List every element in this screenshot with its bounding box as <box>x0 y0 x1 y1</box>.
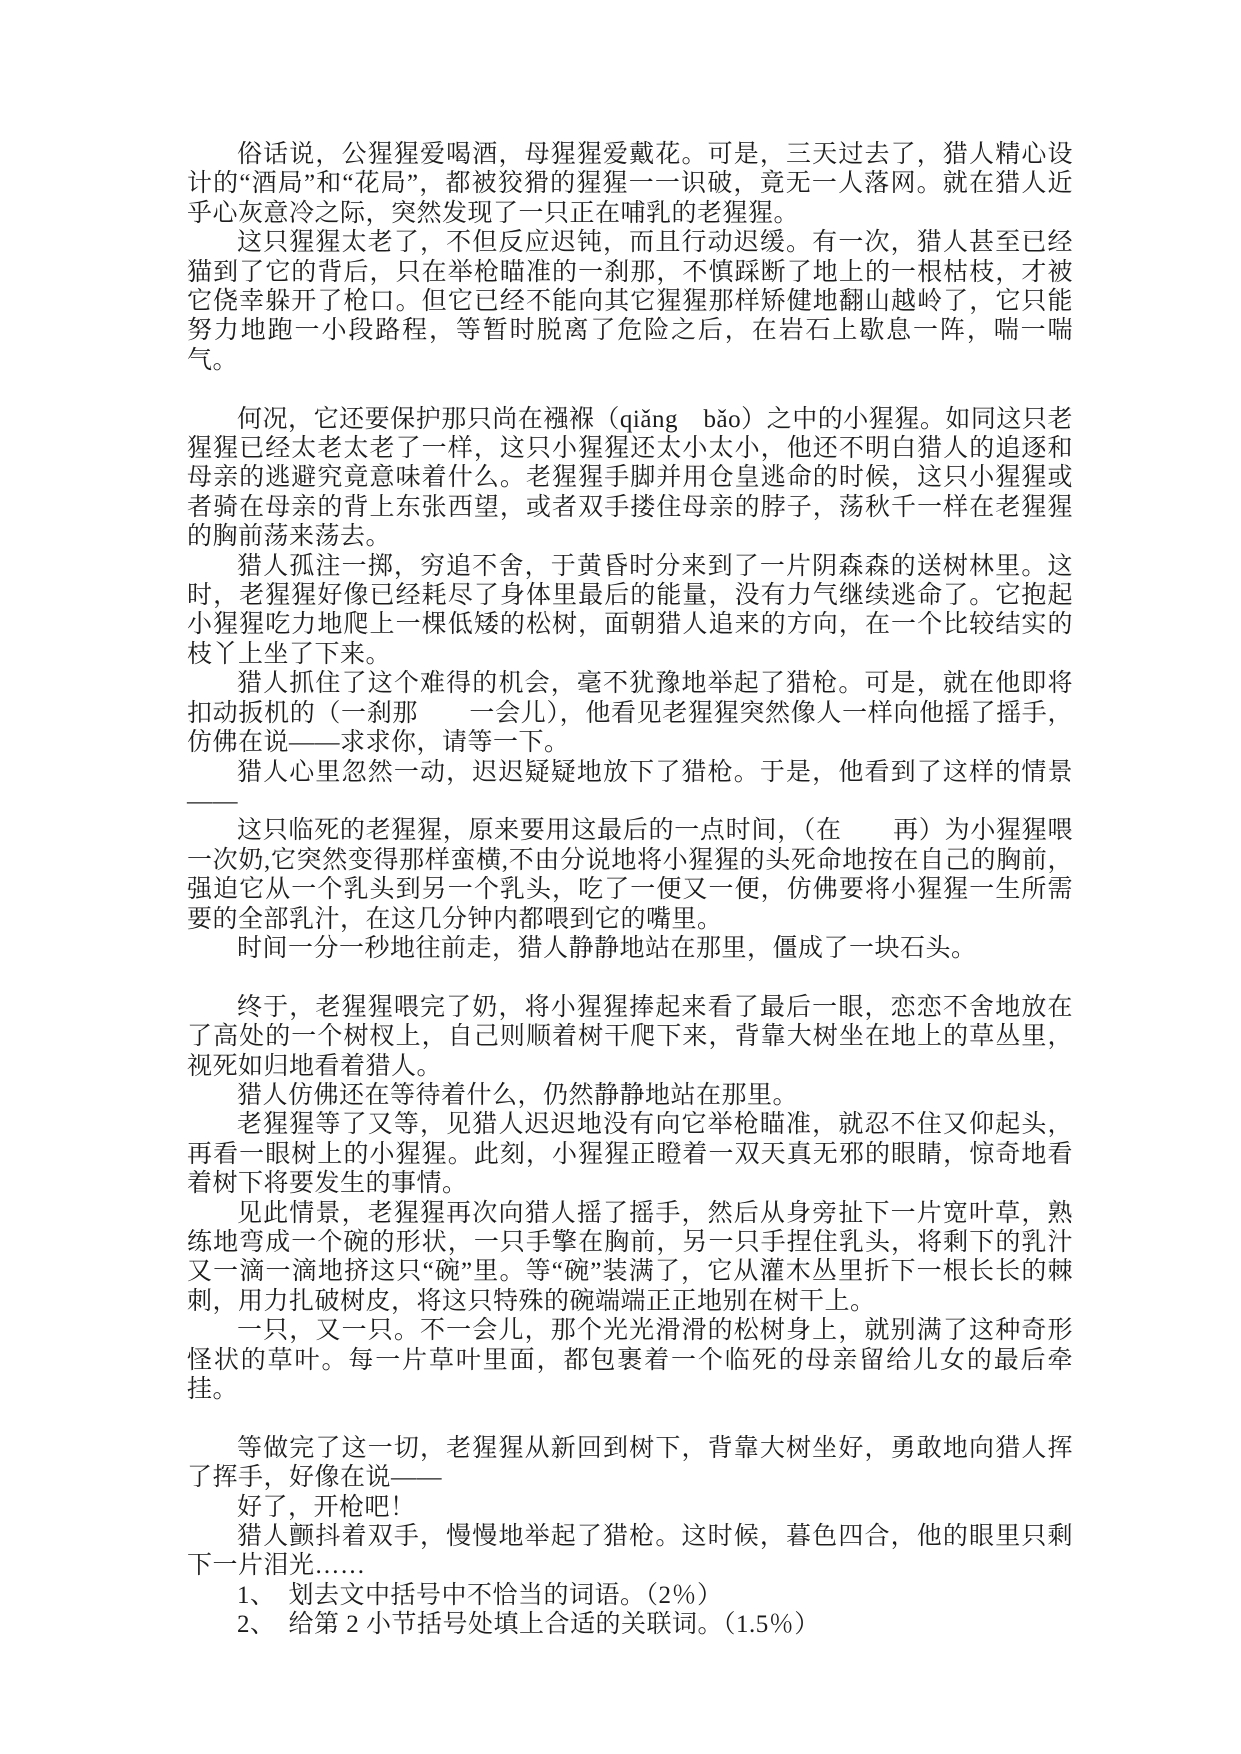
blank-line <box>187 963 1073 992</box>
paragraph: 何况，它还要保护那只尚在襁褓（qiǎng bǎo）之中的小猩猩。如同这只老猩猩已经太老太老了一样，这只小猩猩还太小太小，他还不明白猎人的追逐和母亲的逃避究竟意味着什么。老猩猩手脚并用仓皇逃命的时候，这只小猩猩或者骑在母亲的背上东张西望，或者双手搂住母亲的脖子，荡秋千一样在老猩猩的胸前荡来荡去。 <box>187 405 1073 551</box>
paragraph: 这只猩猩太老了，不但反应迟钝，而且行动迟缓。有一次，猎人甚至已经猫到了它的背后，只在举枪瞄准的一刹那，不慎踩断了地上的一根枯枝，才被它侥幸躲开了枪口。但它已经不能向其它猩猩那样矫健地翻山越岭了，它只能努力地跑一小段路程，等暂时脱离了危险之后，在岩石上歇息一阵，喘一喘气。 <box>187 229 1073 374</box>
paragraph: 这只临死的老猩猩，原来要用这最后的一点时间，（在 再）为小猩猩喂一次奶,它突然变得那样蛮横,不由分说地将小猩猩的头死命地按在自己的胸前，强迫它从一个乳头到另一个乳头，吃了一便又一便，仿佛要将小猩猩一生所需要的全部乳汁，在这几分钟内都喂到它的嘴里。 <box>187 817 1073 933</box>
blank-line <box>187 1404 1073 1433</box>
paragraph: 终于，老猩猩喂完了奶，将小猩猩捧起来看了最后一眼，恋恋不舍地放在了高处的一个树杈上，自己则顺着树干爬下来，背靠大树坐在地上的草丛里，视死如归地看着猎人。 <box>187 993 1073 1080</box>
paragraph: 老猩猩等了又等，见猎人迟迟地没有向它举枪瞄准，就忍不住又仰起头，再看一眼树上的小猩猩。此刻，小猩猩正瞪着一双天真无邪的眼睛，惊奇地看着树下将要发生的事情。 <box>187 1111 1073 1198</box>
paragraph: 等做完了这一切，老猩猩从新回到树下，背靠大树坐好，勇敢地向猎人挥了挥手，好像在说—— <box>187 1434 1073 1492</box>
paragraph: 猎人颤抖着双手，慢慢地举起了猎枪。这时候，暮色四合，他的眼里只剩下一片泪光…… <box>187 1523 1073 1580</box>
question-item: 2、 给第 2 小节括号处填上合适的关联词。（1.5％） <box>237 1611 820 1639</box>
paragraph: 猎人心里忽然一动，迟迟疑疑地放下了猎枪。于是，他看到了这样的情景—— <box>187 758 1073 815</box>
paragraph: 一只，又一只。不一会儿，那个光光滑滑的松树身上，就别满了这种奇形怪状的草叶。每一片草叶里面，都包裹着一个临死的母亲留给儿女的最后牵挂。 <box>187 1317 1073 1404</box>
paragraph: 俗话说，公猩猩爱喝酒，母猩猩爱戴花。可是，三天过去了，猎人精心设计的“酒局”和“花局”，都被狡猾的猩猩一一识破，竟无一人落网。就在猎人近乎心灰意冷之际，突然发现了一只正在哺乳的老猩猩。 <box>187 141 1073 227</box>
question-item: 1、 划去文中括号中不恰当的词语。（2％） <box>237 1581 723 1609</box>
paragraph: 猎人仿佛还在等待着什么，仍然静静地站在那里。 <box>237 1081 799 1109</box>
paragraph: 猎人抓住了这个难得的机会，毫不犹豫地举起了猎枪。可是，就在他即将扣动扳机的（一刹那 一会儿），他看见老猩猩突然像人一样向他摇了摇手，仿佛在说——求求你，请等一下。 <box>187 670 1073 757</box>
reading-passage <box>187 140 1073 1640</box>
paragraph: 见此情景，老猩猩再次向猎人摇了摇手，然后从身旁扯下一片宽叶草，熟练地弯成一个碗的形状，一只手擎在胸前，另一只手捏住乳头，将剩下的乳汁又一滴一滴地挤这只“碗”里。等“碗”装满了，它从灌木丛里折下一根长长的棘刺，用力扎破树皮，将这只特殊的碗端端正正地别在树干上。 <box>187 1199 1073 1315</box>
paragraph: 猎人孤注一掷，穷追不舍，于黄昏时分来到了一片阴森森的送树林里。这时，老猩猩好像已经耗尽了身体里最后的能量，没有力气继续逃命了。它抱起小猩猩吃力地爬上一棵低矮的松树，面朝猎人追来的方向，在一个比较结实的枝丫上坐了下来。 <box>187 552 1073 668</box>
blank-line <box>187 375 1073 404</box>
paragraph: 时间一分一秒地往前走，猎人静静地站在那里，僵成了一块石头。 <box>237 934 977 962</box>
paragraph: 好了，开枪吧！ <box>237 1493 416 1521</box>
